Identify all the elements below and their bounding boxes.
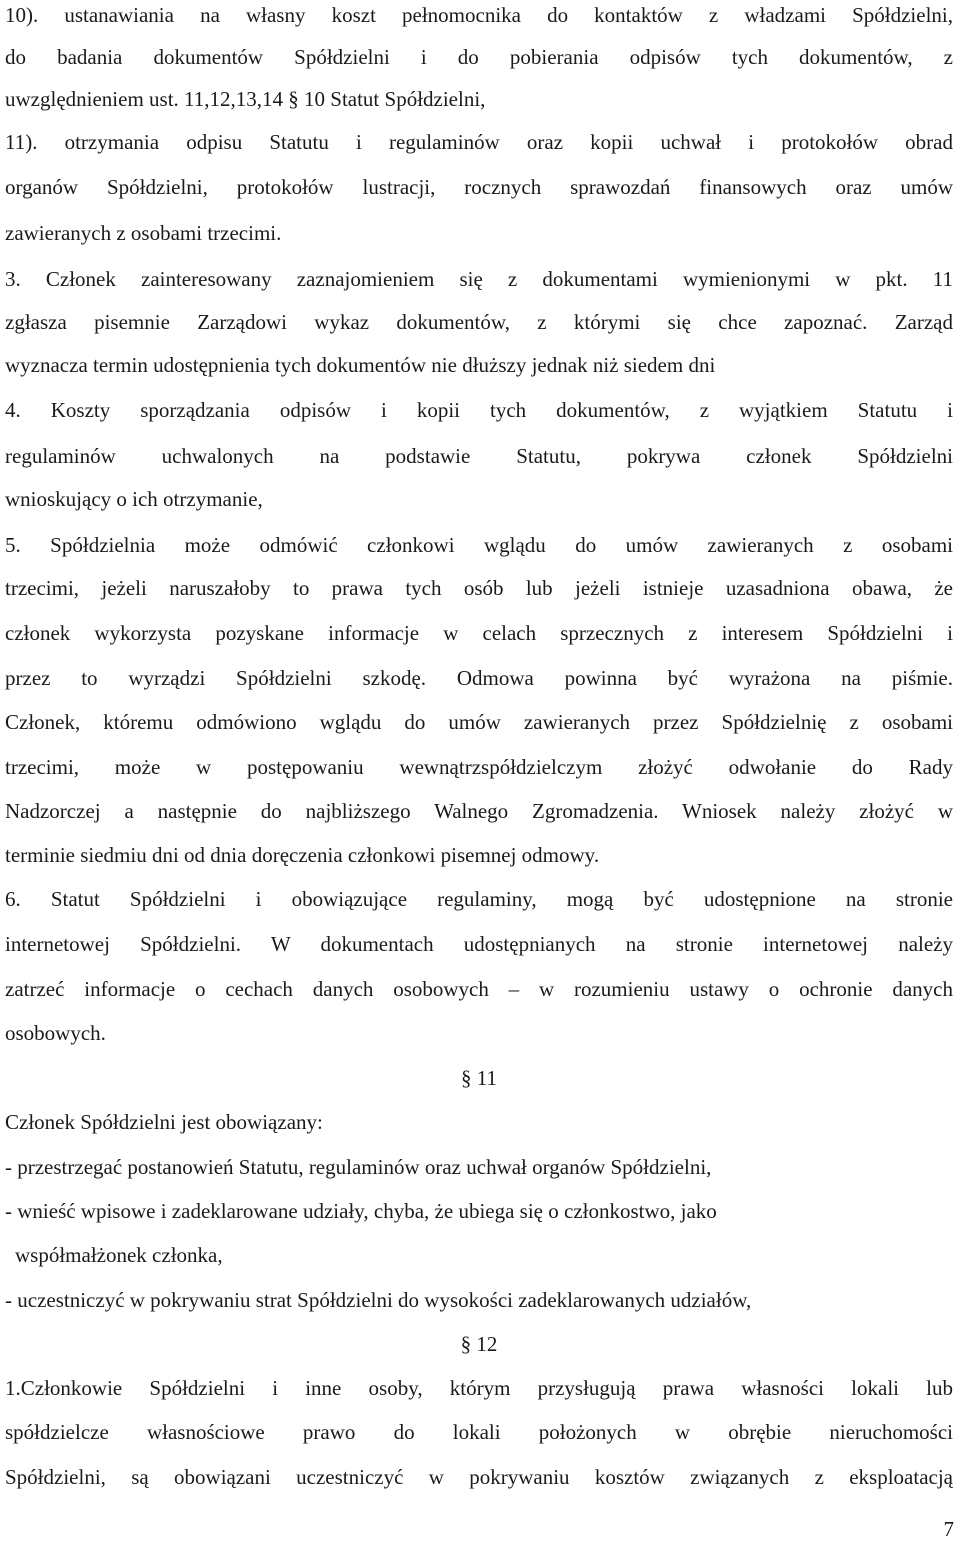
text-line: wyznacza termin udostępnienia tych dokumentów nie dłuższy jednak niż siedem dni	[5, 353, 716, 377]
text-line: 3. Członek zainteresowany zaznajomieniem się z dokumentami wymienionymi w pkt. 11	[5, 267, 953, 291]
list-item: - wnieść wpisowe i zadeklarowane udziały, chyba, że ubiega się o członkostwo, jako	[5, 1199, 717, 1223]
list-item: - uczestniczyć w pokrywaniu strat Spółdzielni do wysokości zadeklarowanych udziałów,	[5, 1288, 752, 1312]
text-line: 1.Członkowie Spółdzielni i inne osoby, którym przysługują prawa własności lokali lub	[5, 1376, 953, 1400]
text-line: spółdzielcze własnościowe prawo do lokali położonych w obrębie nieruchomości	[5, 1420, 953, 1444]
list-item: - przestrzegać postanowień Statutu, regulaminów oraz uchwał organów Spółdzielni,	[5, 1155, 712, 1179]
text-line: Nadzorczej a następnie do najbliższego Walnego Zgromadzenia. Wniosek należy złożyć w	[5, 799, 953, 823]
section-heading: § 11	[461, 1066, 497, 1090]
section-heading: § 12	[460, 1332, 498, 1356]
text-line: 6. Statut Spółdzielni i obowiązujące regulaminy, mogą być udostępnione na stronie	[5, 887, 953, 911]
text-line: internetowej Spółdzielni. W dokumentach udostępnianych na stronie internetowej należy	[5, 932, 953, 956]
text-line: 10). ustanawiania na własny koszt pełnomocnika do kontaktów z władzami Spółdzielni,	[5, 3, 953, 27]
text-line: terminie siedmiu dni od dnia doręczenia członkowi pisemnej odmowy.	[5, 843, 600, 867]
text-line: osobowych.	[5, 1021, 106, 1045]
text-line: przez to wyrządzi Spółdzielni szkodę. Odmowa powinna być wyrażona na piśmie.	[5, 666, 953, 690]
text-line: trzecimi, jeżeli naruszałoby to prawa tych osób lub jeżeli istnieje uzasadniona obawa, że	[5, 576, 953, 600]
text-line: regulaminów uchwalonych na podstawie Statutu, pokrywa członek Spółdzielni	[5, 444, 953, 468]
list-item-continuation: współmałżonek członka,	[15, 1243, 223, 1267]
text-line: członek wykorzysta pozyskane informacje w celach sprzecznych z interesem Spółdzielni i	[5, 621, 953, 645]
page-number: 7	[943, 1517, 954, 1541]
text-line: organów Spółdzielni, protokołów lustracji, rocznych sprawozdań finansowych oraz umów	[5, 175, 953, 199]
text-line: 11). otrzymania odpisu Statutu i regulaminów oraz kopii uchwał i protokołów obrad	[5, 130, 953, 154]
text-line: zgłasza pisemnie Zarządowi wykaz dokumentów, z którymi się chce zapoznać. Zarząd	[5, 310, 953, 334]
text-line: do badania dokumentów Spółdzielni i do pobierania odpisów tych dokumentów, z	[5, 45, 953, 69]
text-line: zawieranych z osobami trzecimi.	[5, 221, 282, 245]
text-line: Członek Spółdzielni jest obowiązany:	[5, 1110, 323, 1134]
text-line: Członek, któremu odmówiono wglądu do umów zawieranych przez Spółdzielnię z osobami	[5, 710, 953, 734]
text-line: Spółdzielni, są obowiązani uczestniczyć w pokrywaniu kosztów związanych z eksploatacją	[5, 1465, 953, 1489]
text-line: trzecimi, może w postępowaniu wewnątrzspółdzielczym złożyć odwołanie do Rady	[5, 755, 953, 779]
text-line: 4. Koszty sporządzania odpisów i kopii tych dokumentów, z wyjątkiem Statutu i	[5, 398, 953, 422]
text-line: uwzględnieniem ust. 11,12,13,14 § 10 Statut Spółdzielni,	[5, 87, 486, 111]
text-line: 5. Spółdzielnia może odmówić członkowi wglądu do umów zawieranych z osobami	[5, 533, 953, 557]
text-line: zatrzeć informacje o cechach danych osobowych – w rozumieniu ustawy o ochronie danych	[5, 977, 953, 1001]
text-line: wnioskujący o ich otrzymanie,	[5, 487, 263, 511]
